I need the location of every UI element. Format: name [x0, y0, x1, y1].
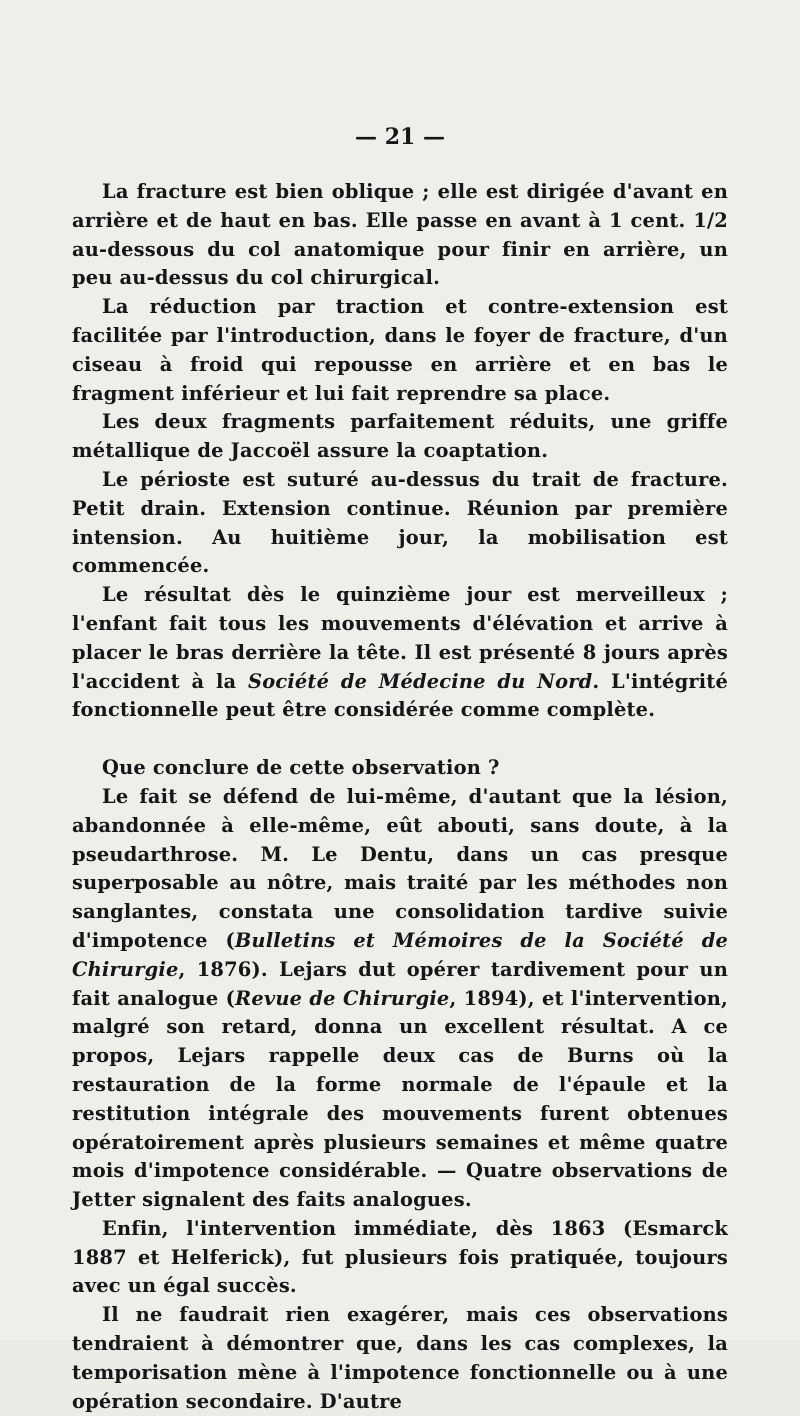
paragraph-4: Le périoste est suturé au-dessus du trait de fracture. Petit drain. Extension continue. Réunion par première intension. Au huitième jour, la mobilisation est commencée. — [72, 467, 728, 578]
paragraph-6: Que conclure de cette observation ? — [102, 756, 500, 780]
body-text — [72, 178, 728, 1416]
page-number: — 21 — — [355, 124, 445, 150]
italic-citation: Société de Médecine du Nord — [247, 669, 593, 693]
paragraph-5: Le résultat dès le quinzième jour est merveilleux ; l'enfant fait tous les mouvements d'élévation et arrive à placer le bras derrière la tête. Il est présenté 8 jours après l'accident à la Société de Médecine du Nord. L'intégrité fonctionnelle peut être considérée comme complète. — [72, 583, 728, 722]
paragraph-8: Enfin, l'intervention immédiate, dès 1863 (Esmarck 1887 et Helferick), fut plusieurs fois pratiquée, toujours avec un égal succès. — [72, 1216, 728, 1298]
paragraph-7: Le fait se défend de lui-même, d'autant que la lésion, abandonnée à elle-même, eût abouti, sans doute, à la pseudarthrose. M. Le Dentu, dans un cas presque superposable au nôtre, mais traité par les méthodes non sanglantes, constata une consolidation tardive suivie d'impotence (Bulletins et Mémoires de la Société de Chirurgie, 1876). Lejars dut opérer tardivement pour un fait analogue (Revue de Chirurgie, 1894), et l'intervention, malgré son retard, donna un excellent résultat. A ce propos, Lejars rappelle deux cas de Burns où la restauration de la forme normale de l'épaule et la restitution intégrale des mouvements furent obtenues opératoirement après plusieurs semaines et même quatre mois d'impotence considérable. — Quatre observations de Jetter signalent des faits analogues. — [72, 784, 728, 1212]
paragraph-2: La réduction par traction et contre-extension est facilitée par l'introduction, dans le foyer de fracture, d'un ciseau à froid qui repousse en arrière et en bas le fragment inférieur et lui fait reprendre sa place. — [72, 295, 728, 405]
italic-citation: Revue de Chirurgie — [235, 986, 450, 1010]
paragraph-9: Il ne faudrait rien exagérer, mais ces observations tendraient à démontrer que, dans les cas complexes, la temporisation mène à l'impotence fonctionnelle ou à une opération secondaire. D'autre — [72, 1303, 728, 1413]
italic-citation: Bulletins et Mémoires de la Société de Chirurgie — [72, 928, 728, 981]
paragraph-3: Les deux fragments parfaitement réduits, une griffe métallique de Jaccoël assure la coaptation. — [72, 410, 728, 463]
paragraph-1: La fracture est bien oblique ; elle est dirigée d'avant en arrière et de haut en bas. Elle passe en avant à 1 cent. 1/2 au-dessous du col anatomique pour finir en arrière, un peu au-dessus du col chirurgical. — [72, 180, 728, 290]
